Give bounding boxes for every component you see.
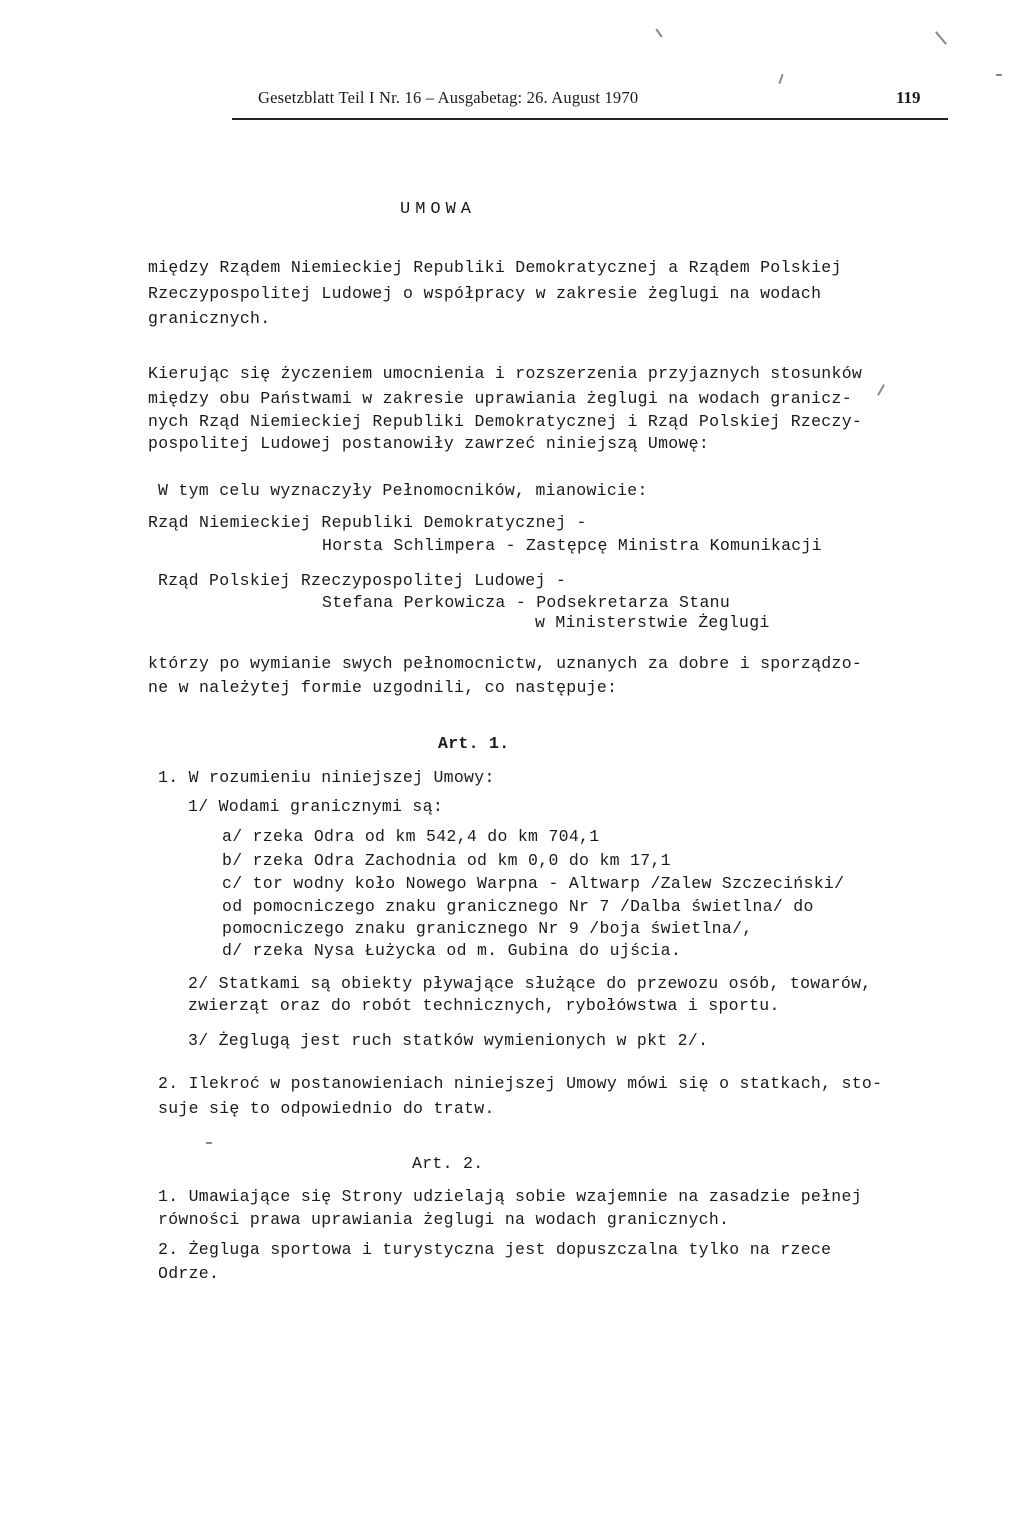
document-title: UMOWA — [400, 200, 477, 219]
intro-line: granicznych. — [148, 309, 271, 328]
art2-paragraph-2: 2. Żegluga sportowa i turystyczna jest dopuszczalna tylko na rzece — [158, 1240, 832, 1259]
closing-line: którzy po wymianie swych pełnomocnictw, uznanych za dobre i sporządzo- — [148, 654, 863, 673]
art2-paragraph-1: równości prawa uprawiania żeglugi na wodach granicznych. — [158, 1210, 730, 1229]
art1-point-2: 2/ Statkami są obiekty pływające służące do przewozu osób, towarów, — [188, 974, 872, 993]
art1-item: c/ tor wodny koło Nowego Warpna - Altwarp /Zalew Szczeciński/ — [222, 874, 845, 893]
art2-heading: Art. 2. — [412, 1154, 484, 1173]
preamble-line: Kierując się życzeniem umocnienia i rozszerzenia przyjaznych stosunków — [148, 364, 863, 383]
intro-line: między Rządem Niemieckiej Republiki Demokratycznej a Rządem Polskiej — [148, 258, 842, 277]
scan-speck — [935, 31, 947, 45]
art1-point-1: 1/ Wodami granicznymi są: — [188, 797, 444, 816]
pl-plenipotentiary: Stefana Perkowicza - Podsekretarza Stanu — [322, 593, 731, 612]
pl-government: Rząd Polskiej Rzeczypospolitej Ludowej - — [158, 571, 567, 590]
page-number: 119 — [896, 88, 921, 107]
art1-item: pomocniczego znaku granicznego Nr 9 /boja świetlna/, — [222, 919, 753, 938]
gazette-header: Gesetzblatt Teil I Nr. 16 – Ausgabetag: 26. August 1970 — [258, 88, 639, 107]
art2-paragraph-2: Odrze. — [158, 1264, 220, 1283]
scan-speck — [877, 384, 885, 395]
scan-speck — [778, 74, 783, 84]
art1-item: b/ rzeka Odra Zachodnia od km 0,0 do km 17,1 — [222, 851, 671, 870]
art1-item: d/ rzeka Nysa Łużycka od m. Gubina do ujścia. — [222, 941, 682, 960]
preamble-line: nych Rząd Niemieckiej Republiki Demokratycznej i Rząd Polskiej Rzeczy- — [148, 412, 863, 431]
art1-item: od pomocniczego znaku granicznego Nr 7 /Dalba świetlna/ do — [222, 897, 814, 916]
preamble-line: pospolitej Ludowej postanowiły zawrzeć niniejszą Umowę: — [148, 434, 710, 453]
intro-line: Rzeczypospolitej Ludowej o współpracy w zakresie żeglugi na wodach — [148, 284, 822, 303]
preamble-line: między obu Państwami w zakresie uprawiania żeglugi na wodach granicz- — [148, 389, 852, 408]
art1-item: a/ rzeka Odra od km 542,4 do km 704,1 — [222, 827, 600, 846]
scan-speck — [206, 1142, 212, 1144]
scan-speck — [996, 74, 1002, 76]
page-header — [0, 88, 1024, 112]
art1-paragraph-2: 2. Ilekroć w postanowieniach niniejszej Umowy mówi się o statkach, sto- — [158, 1074, 883, 1093]
gdr-government: Rząd Niemieckiej Republiki Demokratycznej - — [148, 513, 587, 532]
art1-point-3: 3/ Żeglugą jest ruch statków wymienionych w pkt 2/. — [188, 1031, 709, 1050]
pl-ministry: w Ministerstwie Żeglugi — [535, 613, 770, 632]
art1-point-2: zwierząt oraz do robót technicznych, rybołówstwa i sportu. — [188, 996, 780, 1015]
art1-heading: Art. 1. — [438, 734, 510, 753]
scan-speck — [655, 28, 662, 37]
plenipotentiaries-intro: W tym celu wyznaczyły Pełnomocników, mianowicie: — [158, 481, 648, 500]
header-rule — [232, 118, 948, 120]
gdr-plenipotentiary: Horsta Schlimpera - Zastępcę Ministra Komunikacji — [322, 536, 822, 555]
art1-paragraph-2: suje się to odpowiednio do tratw. — [158, 1099, 495, 1118]
closing-line: ne w należytej formie uzgodnili, co następuje: — [148, 678, 618, 697]
art1-paragraph-1: 1. W rozumieniu niniejszej Umowy: — [158, 768, 495, 787]
art2-paragraph-1: 1. Umawiające się Strony udzielają sobie wzajemnie na zasadzie pełnej — [158, 1187, 862, 1206]
